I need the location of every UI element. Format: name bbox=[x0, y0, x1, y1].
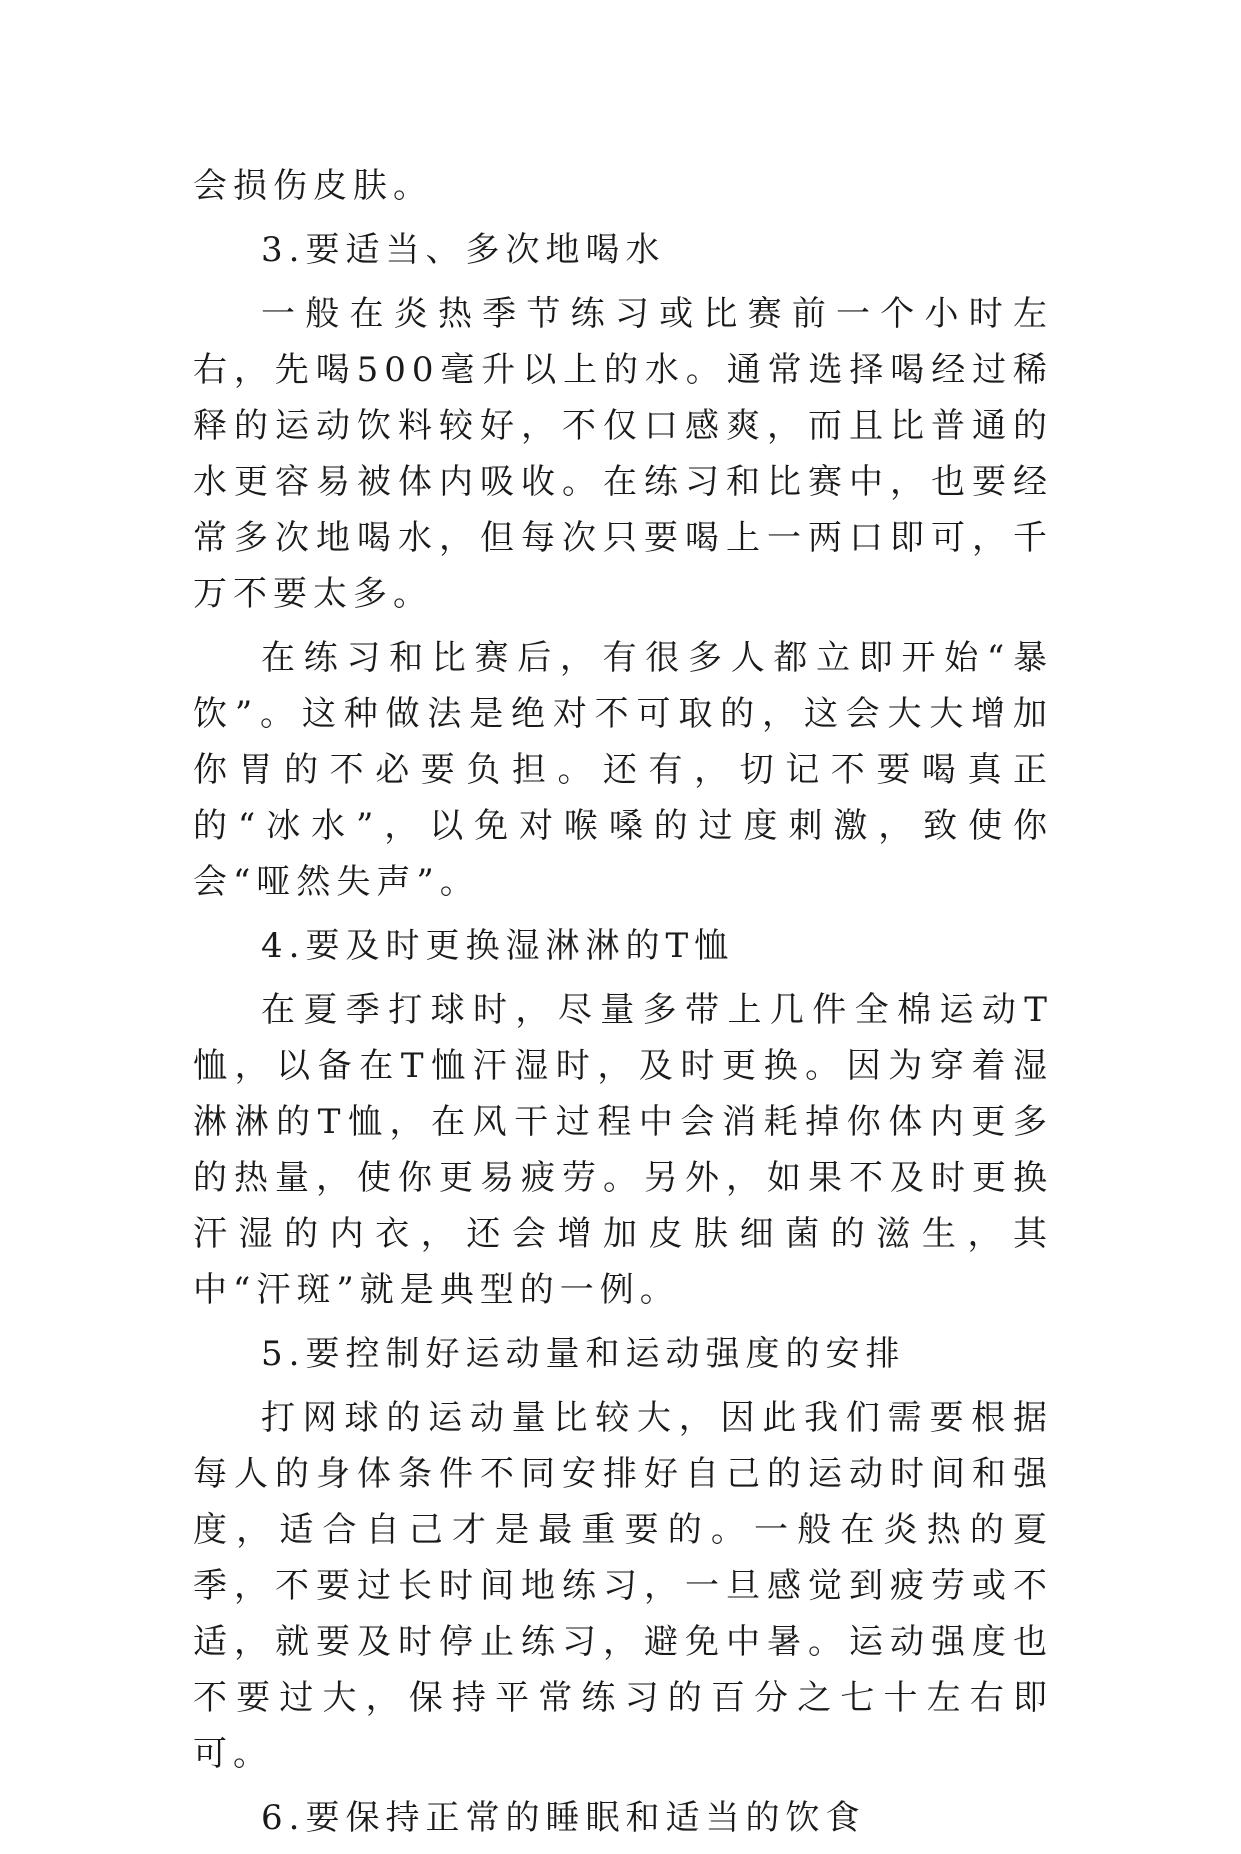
section-heading-5: 5.要控制好运动量和运动强度的安排 bbox=[261, 1334, 906, 1374]
section-heading-6: 6.要保持正常的睡眠和适当的饮食 bbox=[261, 1798, 866, 1838]
paragraph-drink-after: 在练习和比赛后，有很多人都立即开始“暴饮”。这种做法是绝对不可取的，这会大大增加你胃的不必要负担。还有，切记不要喝真正的“冰水”，以免对喉嗓的过度刺激，致使你会“哑然失声”。 bbox=[193, 638, 1053, 902]
paragraph-drink-before: 一般在炎热季节练习或比赛前一个小时左右，先喝500毫升以上的水。通常选择喝经过稀释的运动饮料较好，不仅口感爽，而且比普通的水更容易被体内吸收。在练习和比赛中，也要经常多次地喝水，但每次只要喝上一两口即可，千万不要太多。 bbox=[193, 294, 1053, 614]
section-heading-4: 4.要及时更换湿淋淋的T恤 bbox=[261, 926, 735, 966]
paragraph-intensity: 打网球的运动量比较大，因此我们需要根据每人的身体条件不同安排好自己的运动时间和强度，适合自己才是最重要的。一般在炎热的夏季，不要过长时间地练习，一旦感觉到疲劳或不适，就要及时停止练习，避免中暑。运动强度也不要过大，保持平常练习的百分之七十左右即可。 bbox=[193, 1398, 1053, 1774]
document-body bbox=[193, 158, 1053, 1854]
paragraph-tshirt: 在夏季打球时，尽量多带上几件全棉运动T恤，以备在T恤汗湿时，及时更换。因为穿着湿淋淋的T恤，在风干过程中会消耗掉你体内更多的热量，使你更易疲劳。另外，如果不及时更换汗湿的内衣，还会增加皮肤细菌的滋生，其中“汗斑”就是典型的一例。 bbox=[193, 990, 1053, 1310]
paragraph-continuation: 会损伤皮肤。 bbox=[193, 166, 433, 206]
section-heading-3: 3.要适当、多次地喝水 bbox=[261, 230, 666, 270]
